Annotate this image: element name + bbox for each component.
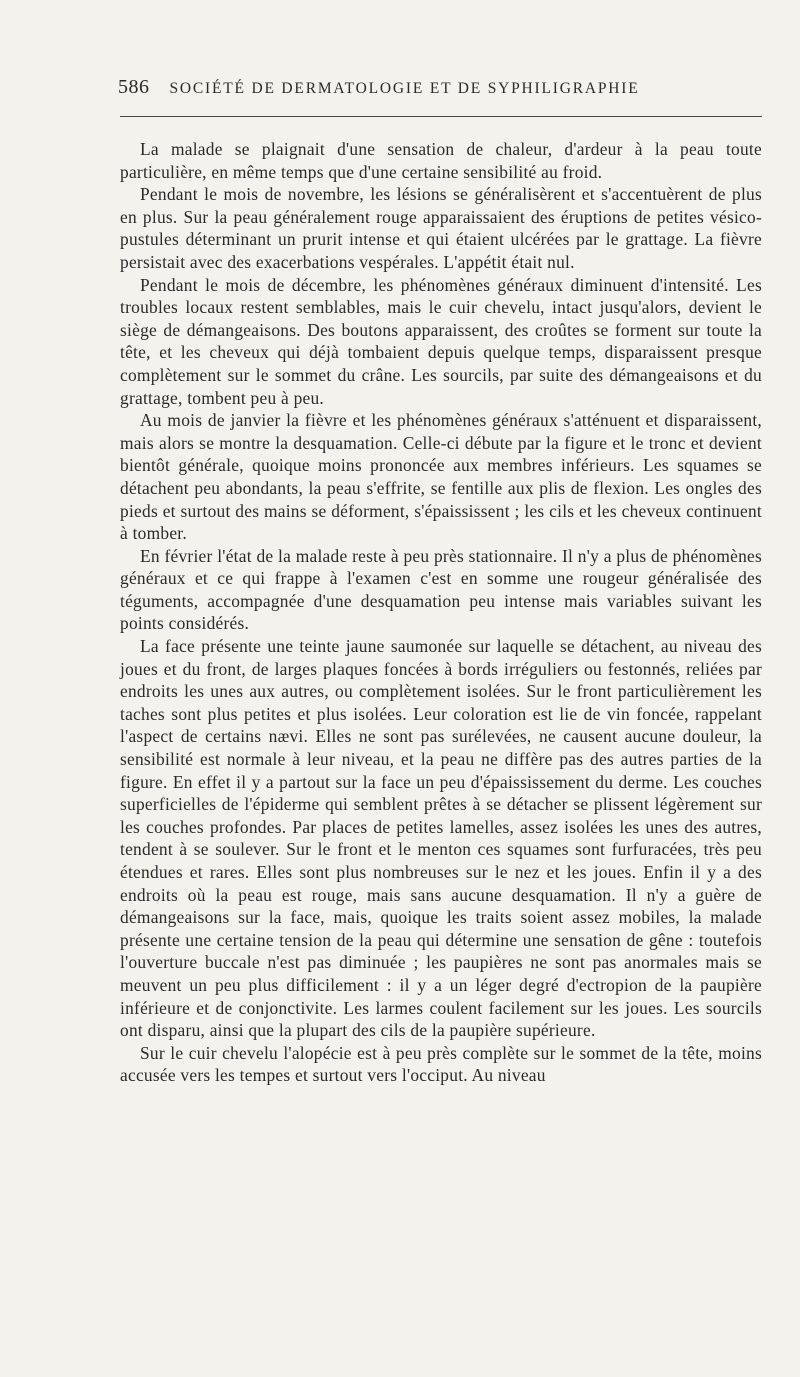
paragraph: La face présente une teinte jaune saumonée sur laquelle se détachent, au niveau des joues et du front, de larges plaques foncées à bords irréguliers ou festonnés, reliées par endroits les unes aux autres, ou complètement isolées. Sur le front particulièrement les taches sont plus petites et plus isolées. Leur coloration est lie de vin foncée, rappelant l'aspect de certains nævi. Elles ne sont pas surélevées, ne causent aucune douleur, la sensibilité est normale à leur niveau, et la peau ne diffère pas des autres parties de la figure. En effet il y a partout sur la face un peu d'épaississement du derme. Les couches superficielles de l'épiderme qui semblent prêtes à se détacher se plissent légèrement sur les couches profondes. Par places de petites lamelles, assez isolées les unes des autres, tendent à se soulever. Sur le front et le menton ces squames sont furfuracées, très peu étendues et rares. Elles sont plus nombreuses sur le nez et les joues. Enfin il y a des endroits où la peau est rouge, mais sans aucune desquamation. Il n'y a guère de démangeaisons sur la face, mais, quoique les traits soient assez mobiles, la malade présente une certaine tension de la peau qui détermine une sensation de gêne : toutefois l'ouverture buccale n'est pas diminuée ; les paupières ne sont pas anormales mais se meuvent un peu plus difficilement : il y a un léger degré d'ectropion de la paupière inférieure et de conjonctivite. Les larmes coulent facilement sur les joues. Les sourcils ont disparu, ainsi que la plupart des cils de la paupière supérieure. (120, 636, 762, 1041)
paragraph: En février l'état de la malade reste à peu près stationnaire. Il n'y a plus de phénomènes généraux et ce qui frappe à l'examen c'est en somme une rougeur généralisée des téguments, accompagnée d'une desquamation peu intense mais variables suivant les points considérés. (120, 545, 762, 634)
page-header (118, 76, 762, 102)
running-head: SOCIÉTÉ DE DERMATOLOGIE ET DE SYPHILIGRAPHIE (169, 80, 640, 97)
paragraph: Sur le cuir chevelu l'alopécie est à peu près complète sur le sommet de la tête, moins accusée vers les tempes et surtout vers l'occiput. Au niveau (120, 1042, 762, 1086)
header-rule (120, 116, 762, 117)
paragraph: La malade se plaignait d'une sensation de chaleur, d'ardeur à la peau toute particulière, en même temps que d'une certaine sensibilité au froid. (120, 139, 762, 182)
paragraph: Au mois de janvier la fièvre et les phénomènes généraux s'atténuent et disparaissent, mais alors se montre la desquamation. Celle-ci débute par la figure et le tronc et devient bientôt générale, quoique moins prononcée aux membres inférieurs. Les squames se détachent peu abondants, la peau s'effrite, se fentille aux plis de flexion. Les ongles des pieds et surtout des mains se déforment, s'épaississent ; les cils et les cheveux continuent à tomber. (120, 410, 762, 544)
body-text (120, 138, 762, 1087)
paragraph: Pendant le mois de décembre, les phénomènes généraux diminuent d'intensité. Les troubles locaux restent semblables, mais le cuir chevelu, intact jusqu'alors, devient le siège de démangeaisons. Des boutons apparaissent, des croûtes se forment sur toute la tête, et les cheveux qui déjà tombaient depuis quelque temps, disparaissent presque complètement sur le sommet du crâne. Les sourcils, par suite des démangeaisons et du grattage, tombent peu à peu. (120, 274, 762, 408)
paragraph: Pendant le mois de novembre, les lésions se généralisèrent et s'accentuèrent de plus en plus. Sur la peau généralement rouge apparaissaient des éruptions de petites vésico-pustules déterminant un prurit intense et qui étaient ulcérées par le grattage. La fièvre persistait avec des exacerbations vespérales. L'appétit était nul. (120, 184, 762, 272)
page-number: 586 (118, 76, 150, 98)
